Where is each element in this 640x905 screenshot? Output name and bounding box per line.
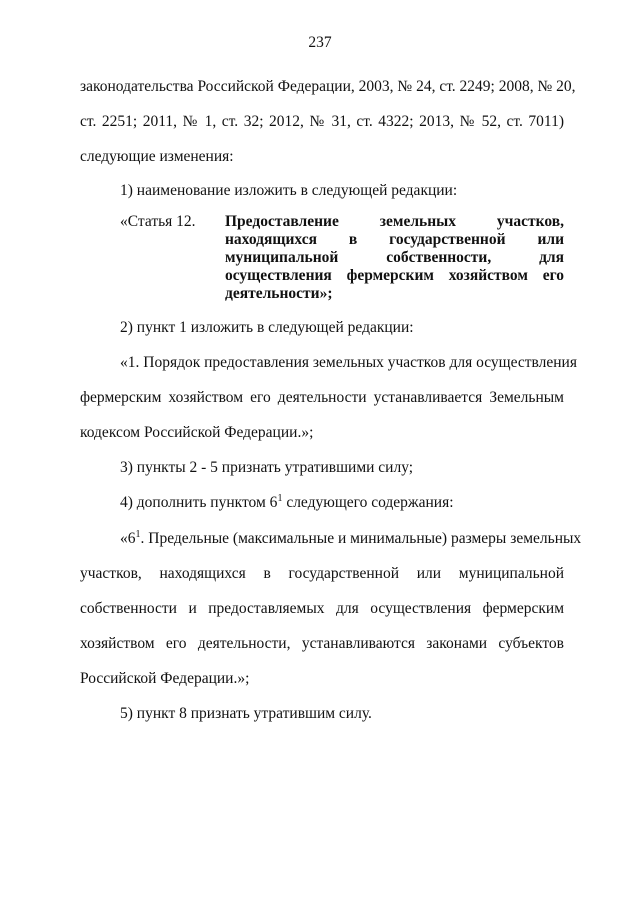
article-title-line: муниципальной собственности, для [225,249,564,266]
point-6-line-1 [120,529,582,548]
intro-line-1: законодательства Российской Федерации, 2003, № 24, ст. 2249; 2008, № 20, [80,78,576,95]
point-1-line-1: «1. Порядок предоставления земельных участков для осуществления [120,354,577,371]
item-1: 1) наименование изложить в следующей редакции: [120,182,458,199]
article-title-line: осуществления фермерским хозяйством его [225,267,564,284]
point-6-line-2: участков, находящихся в государственной или муниципальной [80,565,564,582]
item-4-text: 4) дополнить пунктом 6 [120,494,278,511]
point-1-line-3: кодексом Российской Федерации.»; [80,424,314,441]
point-6-line-5: Российской Федерации.»; [80,670,250,687]
item-4 [120,494,564,512]
intro-line-2: ст. 2251; 2011, № 1, ст. 32; 2012, № 31, ст. 4322; 2013, № 52, ст. 7011) [80,113,564,130]
item-4-superscript: 1 [277,493,283,504]
article-title [225,213,564,303]
point-6-line-4: хозяйством его деятельности, устанавливаются законами субъектов [80,635,564,652]
item-3: 3) пункты 2 - 5 признать утратившими силу; [120,459,414,476]
article-label: «Статья 12. [120,213,196,230]
point-6-superscript: 1 [135,529,141,540]
article-title-line: Предоставление земельных участков, [225,213,564,230]
item-4-text-end: следующего содержания: [282,494,454,511]
item-2: 2) пункт 1 изложить в следующей редакции: [120,319,414,336]
point-6-first-text: . Предельные (максимальные и минимальные) размеры земельных [140,530,582,547]
intro-line-3: следующие изменения: [80,148,234,165]
page-number: 237 [308,34,332,51]
item-5: 5) пункт 8 признать утратившим силу. [120,705,372,722]
article-title-line: деятельности»; [225,285,333,302]
point-1-line-2: фермерским хозяйством его деятельности устанавливается Земельным [80,389,564,406]
point-6-open: «6 [120,530,136,547]
point-6-line-3: собственности и предоставляемых для осуществления фермерским [80,600,564,617]
article-title-line: находящихся в государственной или [225,231,564,248]
